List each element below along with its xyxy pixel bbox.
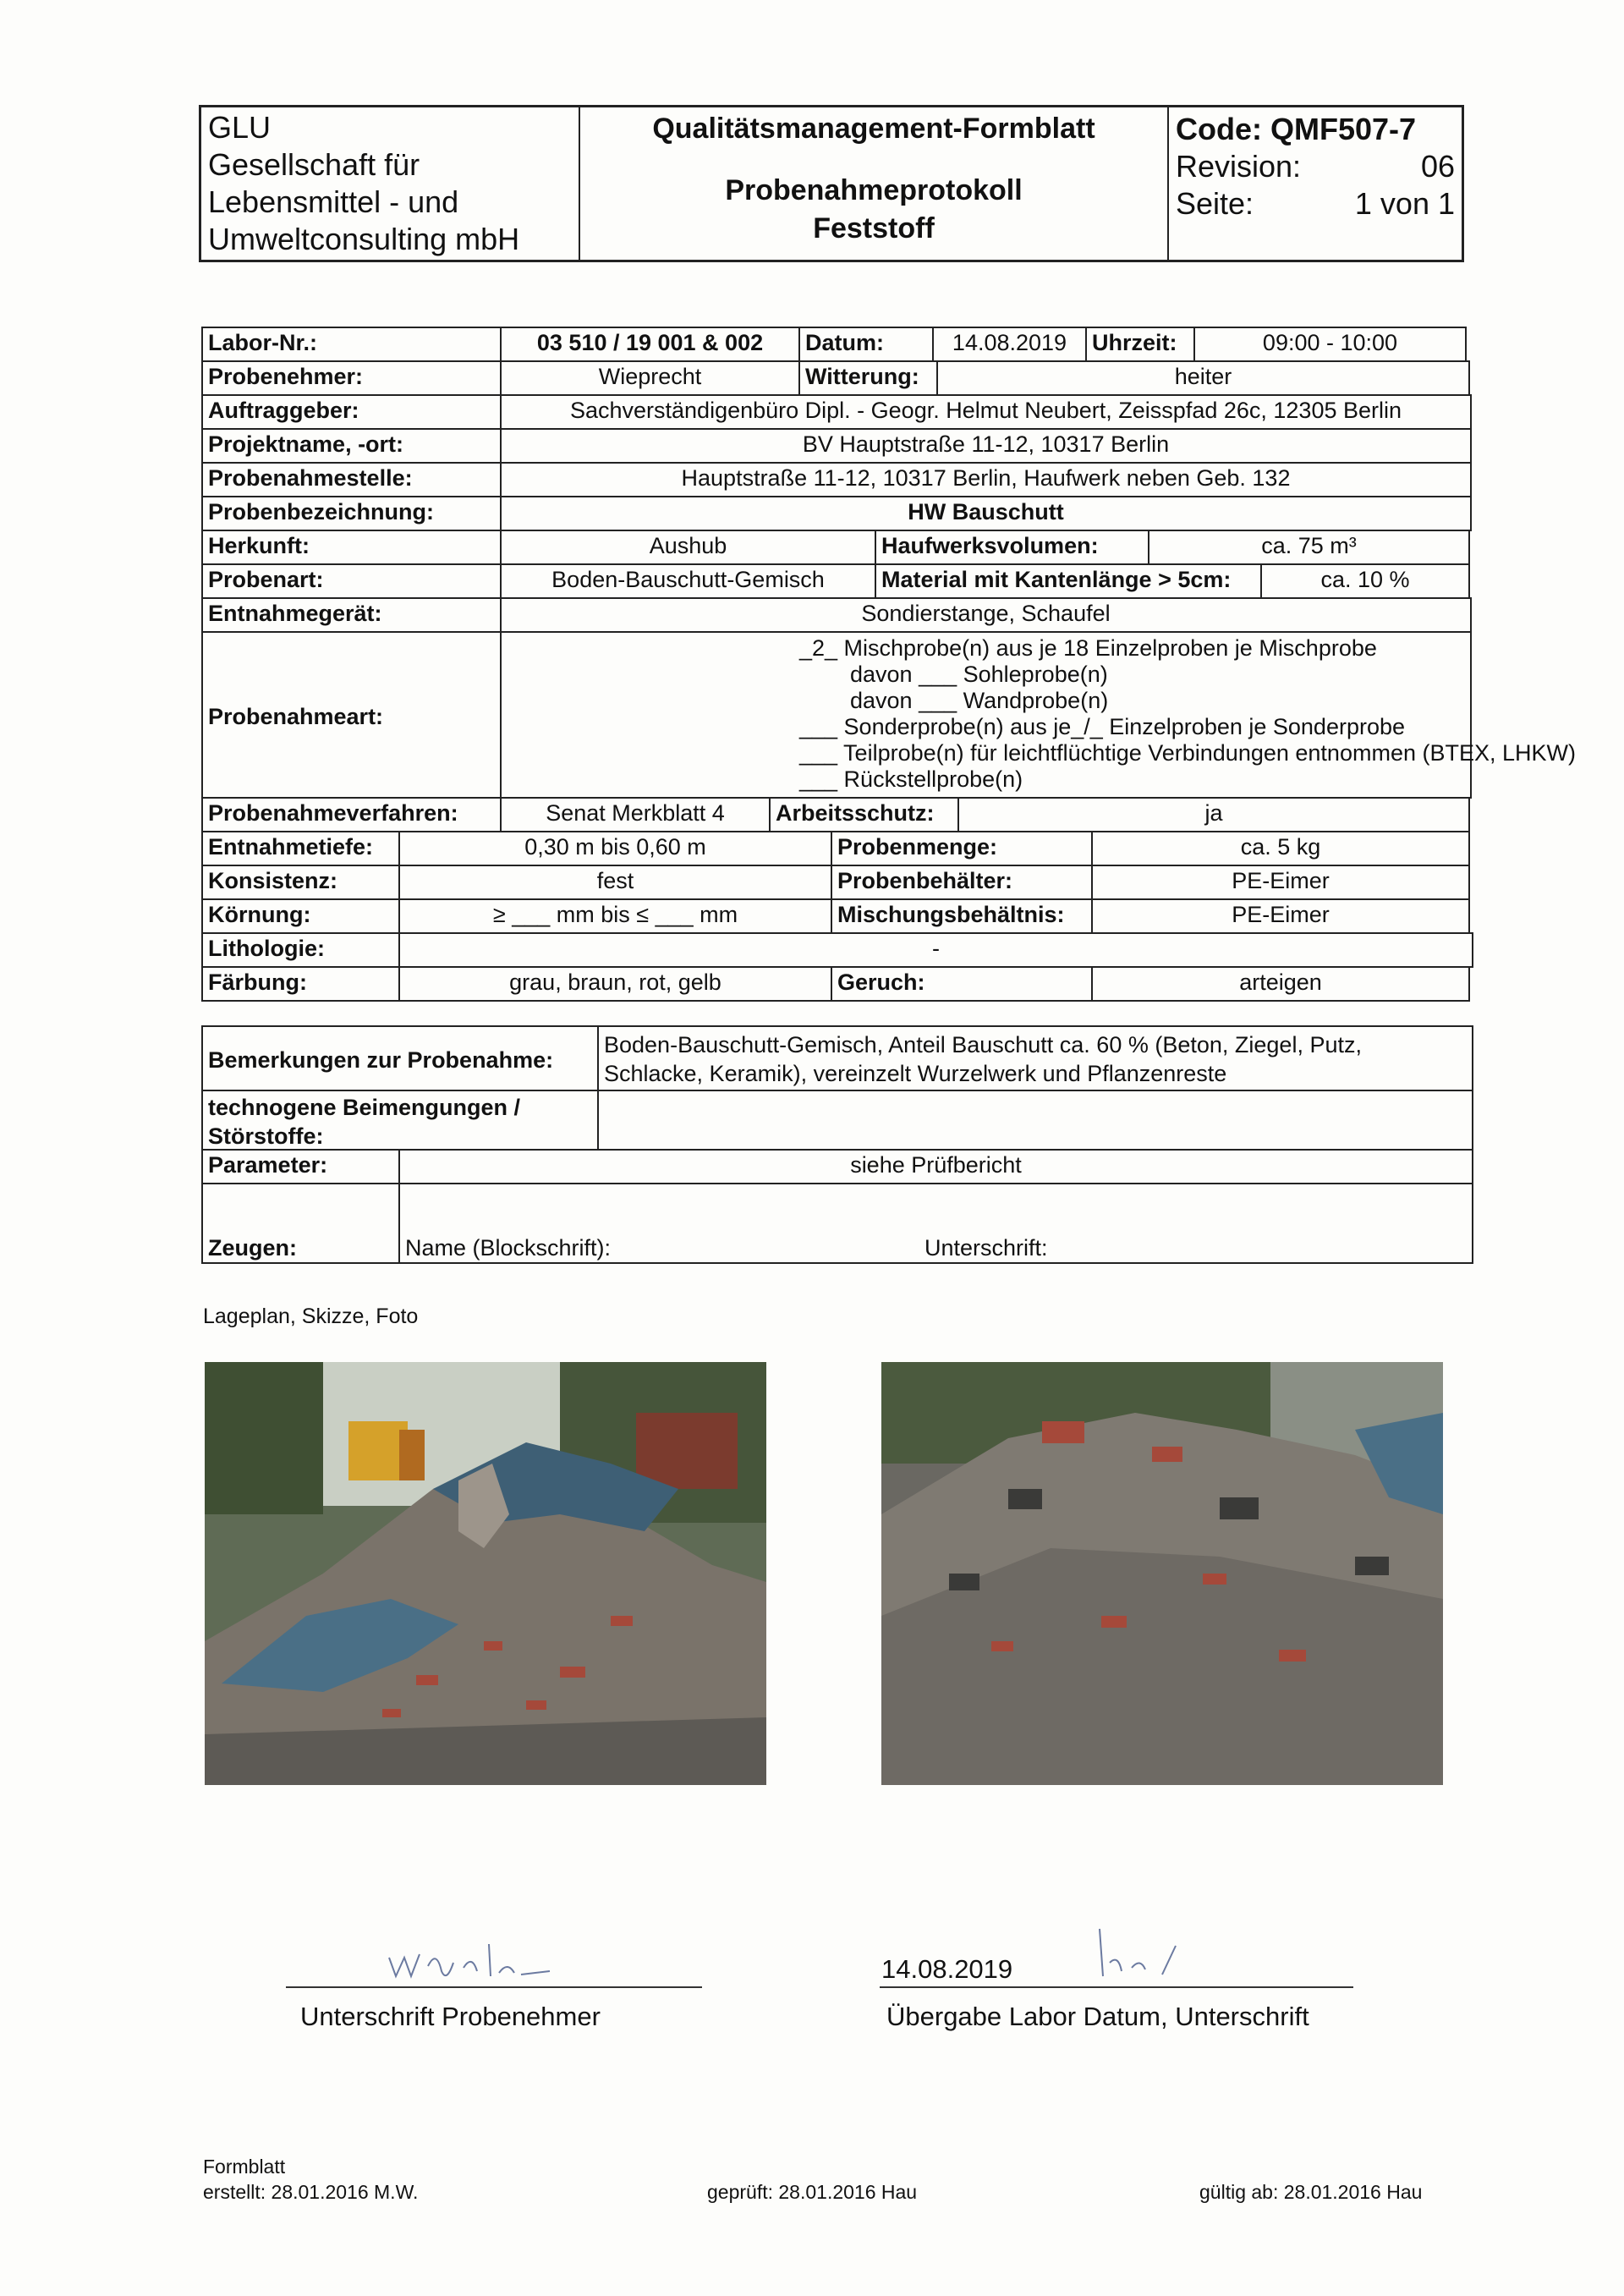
value-projekt: BV Hauptstraße 11-12, 10317 Berlin [500, 428, 1472, 464]
company-line: Lebensmittel - und [208, 184, 459, 219]
art-line-sohleprobe: davon ___ Sohleprobe(n) [850, 662, 1108, 687]
label-projekt: Projektname, -ort: [201, 428, 502, 464]
label-bemerkungen: Bemerkungen zur Probenahme: [201, 1025, 599, 1091]
form-title: Qualitätsmanagement-Formblatt [652, 113, 1095, 145]
value-faerbung: grau, braun, rot, gelb [398, 966, 832, 1002]
label-auftraggeber: Auftraggeber: [201, 394, 502, 430]
row-herkunft [203, 531, 1470, 567]
label-kantenlaenge: Material mit Kantenlänge > 5cm: [875, 563, 1262, 599]
value-entnahmetiefe: 0,30 m bis 0,60 m [398, 831, 832, 866]
uebergabe-signature-line [880, 1986, 1353, 1988]
row-verfahren [203, 799, 1470, 834]
value-probenbehaelter: PE-Eimer [1091, 865, 1470, 900]
label-probenahmestelle: Probenahmestelle: [201, 462, 502, 497]
probenehmer-signature-caption: Unterschrift Probenehmer [300, 2002, 601, 2031]
value-probenmenge: ca. 5 kg [1091, 831, 1470, 866]
label-beimengungen [201, 1090, 599, 1151]
row-projekt [203, 430, 1472, 465]
beimengungen-label-line: technogene Beimengungen / [208, 1095, 521, 1120]
value-parameter: siehe Prüfbericht [398, 1149, 1473, 1184]
value-mischungsbehaeltnis: PE-Eimer [1091, 898, 1470, 934]
label-geruch: Geruch: [831, 966, 1093, 1002]
company-line: Gesellschaft für [208, 147, 420, 182]
value-lithologie: - [398, 932, 1473, 968]
art-line-wandprobe: davon ___ Wandprobe(n) [850, 688, 1109, 713]
value-herkunft: Aushub [500, 530, 876, 565]
row-zeugen [203, 1184, 1473, 1266]
value-haufwerksvolumen: ca. 75 m³ [1148, 530, 1470, 565]
value-datum: 14.08.2019 [932, 327, 1087, 362]
row-labor [203, 328, 1467, 364]
uebergabe-date: 14.08.2019 [881, 1954, 1013, 1984]
row-bezeichnung [203, 497, 1472, 533]
page-line [1176, 185, 1455, 222]
value-probenahmestelle: Hauptstraße 11-12, 10317 Berlin, Haufwerk neben Geb. 132 [500, 462, 1472, 497]
value-witterung: heiter [936, 360, 1470, 396]
row-geraet [203, 599, 1472, 634]
revision-value: 06 [1420, 149, 1455, 184]
label-labor-nr: Labor-Nr.: [201, 327, 502, 362]
label-zeugen: Zeugen: [201, 1183, 400, 1264]
label-lithologie: Lithologie: [201, 932, 400, 968]
footer-erstellt: erstellt: 28.01.2016 M.W. [203, 2181, 419, 2203]
label-probenahmeverfahren: Probenahmeverfahren: [201, 797, 502, 832]
bemerkungen-line: Boden-Bauschutt-Gemisch, Anteil Bauschutt ca. 60 % (Beton, Ziegel, Putz, [604, 1032, 1362, 1057]
label-arbeitsschutz: Arbeitsschutz: [769, 797, 959, 832]
label-konsistenz: Konsistenz: [201, 865, 400, 900]
label-haufwerksvolumen: Haufwerksvolumen: [875, 530, 1149, 565]
row-faerbung [203, 968, 1470, 1003]
label-datum: Datum: [798, 327, 934, 362]
probenehmer-signature [372, 1924, 558, 1991]
label-entnahmegeraet: Entnahmegerät: [201, 597, 502, 633]
company-line: GLU [208, 110, 272, 145]
value-zeugen [398, 1183, 1473, 1264]
label-mischungsbehaeltnis: Mischungsbehältnis: [831, 898, 1093, 934]
row-parameter [203, 1151, 1473, 1186]
art-line-mischprobe: _2_ Mischprobe(n) aus je 18 Einzelproben je Mischprobe [799, 635, 1377, 661]
label-faerbung: Färbung: [201, 966, 400, 1002]
row-beimengungen [203, 1091, 1473, 1152]
form-header [199, 105, 1464, 262]
row-stelle [203, 464, 1472, 499]
rubble-closeup-photo [881, 1362, 1443, 1785]
label-parameter: Parameter: [201, 1149, 400, 1184]
value-koernung: ≥ ___ mm bis ≤ ___ mm [398, 898, 832, 934]
value-probenart: Boden-Bauschutt-Gemisch [500, 563, 876, 599]
uebergabe-signature-caption: Übergabe Labor Datum, Unterschrift [886, 2002, 1309, 2031]
protocol-title: Probenahmeprotokoll [725, 174, 1023, 206]
art-line-rueckstellprobe: ___ Rückstellprobe(n) [799, 766, 1023, 792]
row-bemerkungen [203, 1027, 1473, 1093]
label-probenmenge: Probenmenge: [831, 831, 1093, 866]
value-konsistenz: fest [398, 865, 832, 900]
row-tiefe [203, 832, 1470, 868]
footer-geprueft: geprüft: 28.01.2016 Hau [707, 2181, 918, 2203]
label-name-blockschrift: Name (Blockschrift): [405, 1235, 612, 1261]
company-name [201, 107, 580, 260]
rubble-heap-tarp-photo [205, 1362, 766, 1785]
revision-line [1176, 148, 1455, 185]
label-witterung: Witterung: [798, 360, 938, 396]
site-photo-left [205, 1362, 766, 1785]
value-entnahmegeraet: Sondierstange, Schaufel [500, 597, 1472, 633]
page-value: 1 von 1 [1354, 186, 1455, 221]
label-unterschrift: Unterschrift: [924, 1235, 1048, 1261]
footer-gueltig: gültig ab: 28.01.2016 Hau [1199, 2181, 1423, 2203]
label-probenbezeichnung: Probenbezeichnung: [201, 496, 502, 531]
uebergabe-signature [1091, 1920, 1226, 1988]
row-probenart [203, 565, 1470, 601]
label-probenahmeart: Probenahmeart: [201, 631, 502, 799]
value-kantenlaenge: ca. 10 % [1260, 563, 1470, 599]
protocol-subtitle: Feststoff [813, 212, 935, 244]
beimengungen-label-line: Störstoffe: [208, 1123, 324, 1149]
value-probenbezeichnung: HW Bauschutt [500, 496, 1472, 531]
label-koernung: Körnung: [201, 898, 400, 934]
value-probenehmer: Wieprecht [500, 360, 800, 396]
site-photo-right [881, 1362, 1443, 1785]
art-line-sonderprobe: ___ Sonderprobe(n) aus je_/_ Einzelproben je Sonderprobe [799, 714, 1406, 739]
lageplan-label: Lageplan, Skizze, Foto [203, 1305, 419, 1328]
row-konsistenz [203, 866, 1470, 902]
label-probenbehaelter: Probenbehälter: [831, 865, 1093, 900]
page-label: Seite: [1176, 186, 1254, 221]
art-line-teilprobe: ___ Teilprobe(n) für leichtflüchtige Verbindungen entnommen (BTEX, LHKW) [799, 740, 1576, 766]
company-line: Umweltconsulting mbH [208, 222, 520, 256]
label-entnahmetiefe: Entnahmetiefe: [201, 831, 400, 866]
row-probenehmer [203, 362, 1470, 398]
value-probenahmeverfahren: Senat Merkblatt 4 [500, 797, 771, 832]
value-auftraggeber: Sachverständigenbüro Dipl. - Geogr. Helmut Neubert, Zeisspfad 26c, 12305 Berlin [500, 394, 1472, 430]
probenehmer-signature-line [286, 1986, 702, 1988]
label-herkunft: Herkunft: [201, 530, 502, 565]
label-uhrzeit: Uhrzeit: [1085, 327, 1195, 362]
value-geruch: arteigen [1091, 966, 1470, 1002]
label-probenehmer: Probenehmer: [201, 360, 502, 396]
revision-label: Revision: [1176, 149, 1302, 184]
value-arbeitsschutz: ja [957, 797, 1470, 832]
row-probenahmeart [203, 633, 1576, 800]
form-code-block [1169, 107, 1462, 260]
label-probenart: Probenart: [201, 563, 502, 599]
value-uhrzeit: 09:00 - 10:00 [1193, 327, 1467, 362]
value-probenahmeart [500, 631, 1576, 799]
form-title-block [580, 107, 1169, 260]
value-labor-nr: 03 510 / 19 001 & 002 [500, 327, 800, 362]
row-auftraggeber [203, 396, 1472, 431]
bemerkungen-line: Schlacke, Keramik), vereinzelt Wurzelwerk und Pflanzenreste [604, 1061, 1227, 1086]
value-bemerkungen [597, 1025, 1473, 1091]
value-beimengungen [597, 1090, 1473, 1151]
footer-formblatt: Formblatt [203, 2156, 286, 2178]
form-code: Code: QMF507-7 [1176, 112, 1417, 146]
row-koernung [203, 900, 1470, 936]
row-lithologie [203, 934, 1473, 969]
